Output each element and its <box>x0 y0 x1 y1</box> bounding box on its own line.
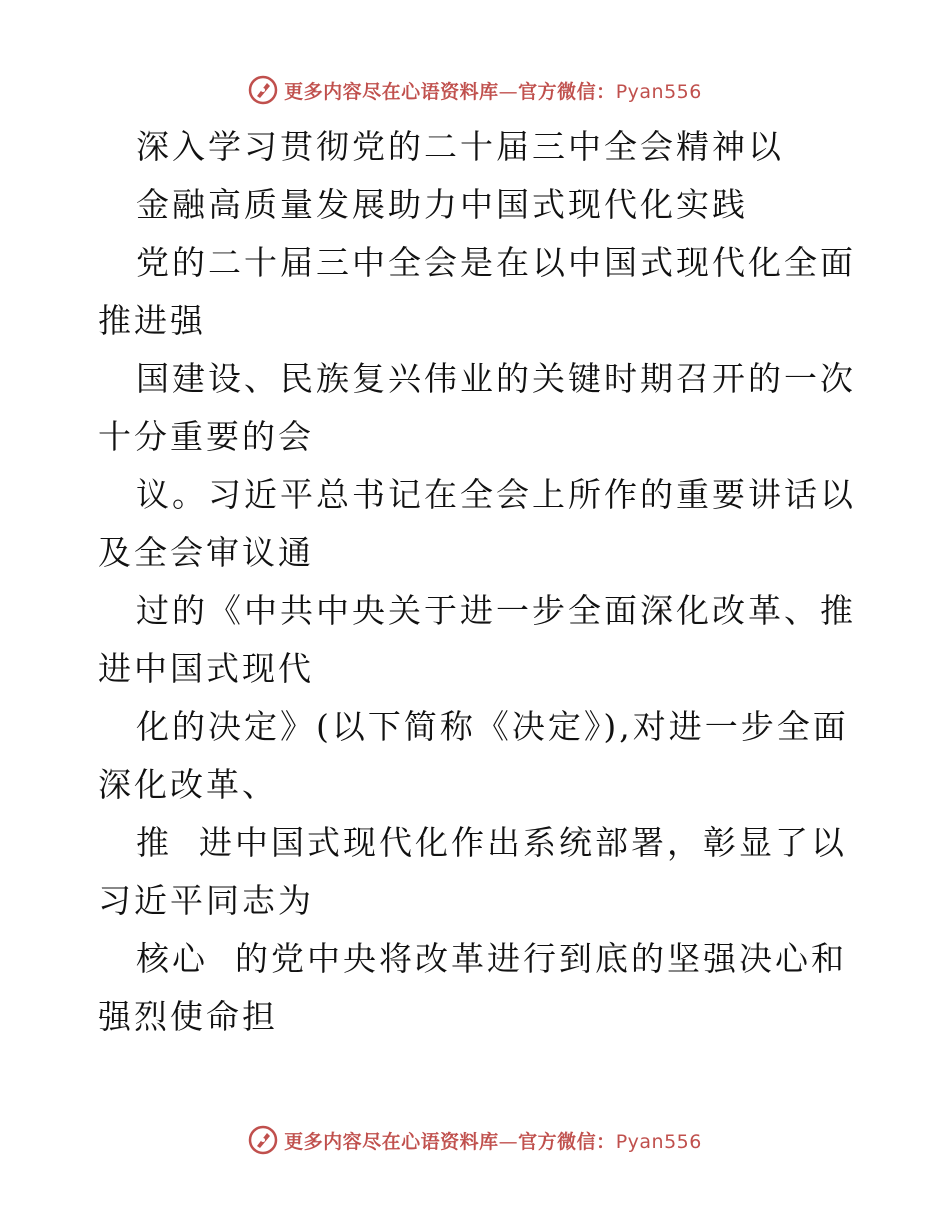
document-body <box>98 118 858 1046</box>
paragraph-line: 过的《中共中央关于进一步全面深化改革、推进中国式现代 <box>98 591 856 688</box>
footer-watermark <box>0 1120 950 1160</box>
document-title-line-2: 金融高质量发展助力中国式现代化实践 <box>136 185 748 224</box>
paragraph-line: 核心 的党中央将改革进行到底的坚强决心和强烈使命担 <box>98 939 847 1036</box>
watermark-text: 更多内容尽在心语资料库—官方微信：Pyan556 <box>284 1130 702 1153</box>
paragraph-line: 议。习近平总书记在全会上所作的重要讲话以及全会审议通 <box>98 475 856 572</box>
paragraph-line: 推 进中国式现代化作出系统部署，彰显了以习近平同志为 <box>98 823 847 920</box>
watermark-text: 更多内容尽在心语资料库—官方微信：Pyan556 <box>284 80 702 103</box>
pen-seal-icon <box>248 1125 278 1155</box>
paragraph-line: 化的决定》(以下简称《决定》),对进一步全面深化改革、 <box>98 707 849 804</box>
paragraph-line: 国建设、民族复兴伟业的关键时期召开的一次十分重要的会 <box>98 359 856 456</box>
header-watermark <box>0 70 950 110</box>
document-title-line-1: 深入学习贯彻党的二十届三中全会精神以 <box>136 127 784 166</box>
paragraph-line: 党的二十届三中全会是在以中国式现代化全面推进强 <box>98 243 856 340</box>
pen-seal-icon <box>248 75 278 105</box>
